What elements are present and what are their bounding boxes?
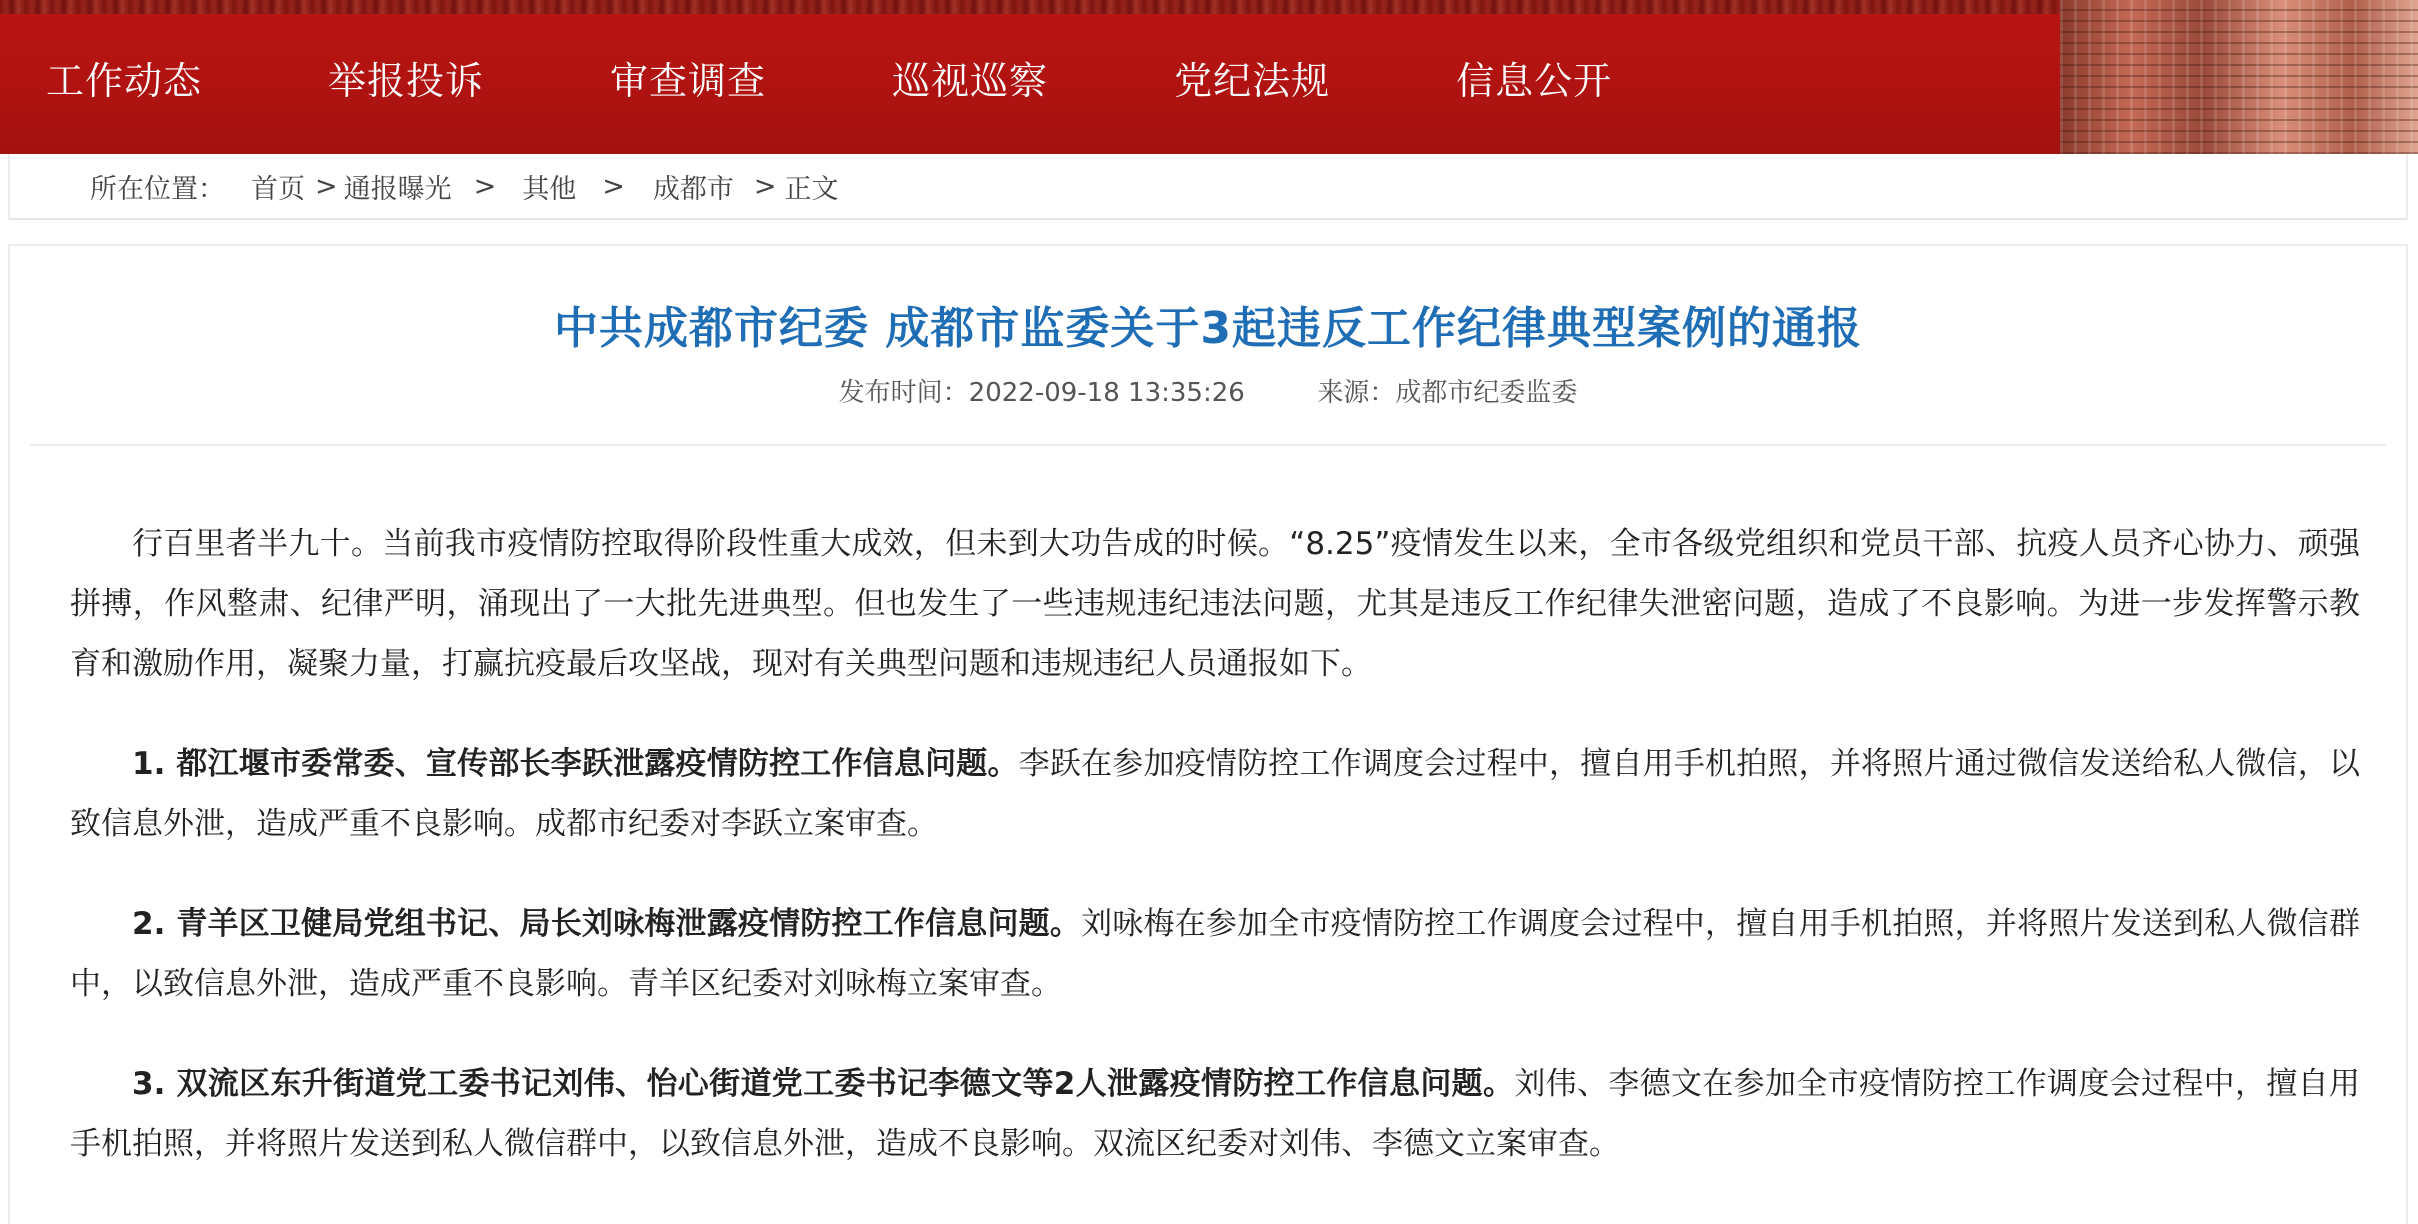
article-body	[70, 514, 2360, 1214]
title-divider	[30, 444, 2386, 446]
breadcrumb-other[interactable]: 其他	[522, 173, 577, 205]
case-paragraph	[70, 894, 2360, 1014]
case-paragraph	[70, 734, 2360, 854]
case-heading: 3. 双流区东升街道党工委书记刘伟、怡心街道党工委书记李德文等2人泄露疫情防控工作信息问题。	[132, 1066, 1515, 1102]
breadcrumb-separator: >	[315, 170, 338, 202]
breadcrumb-home[interactable]: 首页	[251, 173, 305, 205]
breadcrumb-current: 正文	[784, 173, 839, 205]
intro-paragraph: 行百里者半九十。当前我市疫情防控取得阶段性重大成效，但未到大功告成的时候。“8.25”疫情发生以来，全市各级党组织和党员干部、抗疫人员齐心协力、顽强拼搏，作风整肃、纪律严明，涌现出了一大批先进典型。但也发生了一些违规违纪违法问题，尤其是违反工作纪律失泄密问题，造成了不良影响。为进一步发挥警示教育和激励作用，凝聚力量，打赢抗疫最后攻坚战，现对有关典型问题和违规违纪人员通报如下。	[70, 526, 2360, 682]
breadcrumb-separator: >	[753, 170, 777, 202]
case-paragraph	[70, 1054, 2360, 1174]
source: 成都市纪委监委	[1395, 378, 1578, 408]
nav-menu	[0, 0, 1738, 154]
nav-item-inspection[interactable]: 巡视巡察	[892, 58, 1049, 103]
breadcrumb-separator: >	[602, 170, 625, 202]
case-heading: 2. 青羊区卫健局党组书记、局长刘咏梅泄露疫情防控工作信息问题。	[132, 906, 1082, 942]
breadcrumb-chengdu[interactable]: 成都市	[652, 173, 734, 205]
article-title: 中共成都市纪委 成都市监委关于3起违反工作纪律典型案例的通报	[554, 303, 1862, 354]
publish-time: 2022-09-18 13:35:26	[968, 378, 1245, 408]
case-heading: 1. 都江堰市委常委、宣传部长李跃泄露疫情防控工作信息问题。	[132, 746, 1019, 782]
nav-item-report-complaint[interactable]: 举报投诉	[328, 58, 485, 103]
header-city-photo	[2060, 0, 2418, 154]
nav-item-party-regulations[interactable]: 党纪法规	[1174, 58, 1331, 103]
breadcrumb-separator: >	[473, 170, 497, 202]
nav-item-work-news[interactable]: 工作动态	[46, 58, 203, 103]
case-text: 李跃在参加疫情防控工作调度会过程中，擅自用手机拍照，并将照片通过微信发送给私人微信，以致信息外泄，造成严重不良影响。成都市纪委对李跃立案审查。	[70, 746, 2360, 842]
source-label: 来源：	[1317, 378, 1396, 408]
breadcrumb-notices[interactable]: 通报曝光	[343, 173, 452, 205]
nav-item-review-investigation[interactable]: 审查调查	[610, 58, 767, 103]
case-text: 刘伟、李德文在参加全市疫情防控工作调度会过程中，擅自用手机拍照，并将照片发送到私人微信群中，以致信息外泄，造成不良影响。双流区纪委对刘伟、李德文立案审查。	[70, 1066, 2360, 1162]
publish-time-label: 发布时间：	[838, 378, 969, 408]
case-text: 刘咏梅在参加全市疫情防控工作调度会过程中，擅自用手机拍照，并将照片发送到私人微信群中，以致信息外泄，造成严重不良影响。青羊区纪委对刘咏梅立案审查。	[70, 906, 2360, 1002]
article-container	[8, 244, 2408, 1224]
breadcrumb	[8, 154, 2408, 220]
nav-item-information-disclosure[interactable]: 信息公开	[1456, 58, 1613, 103]
article-meta	[10, 372, 2406, 409]
top-navigation	[0, 0, 2418, 154]
breadcrumb-label: 所在位置：	[90, 173, 225, 205]
